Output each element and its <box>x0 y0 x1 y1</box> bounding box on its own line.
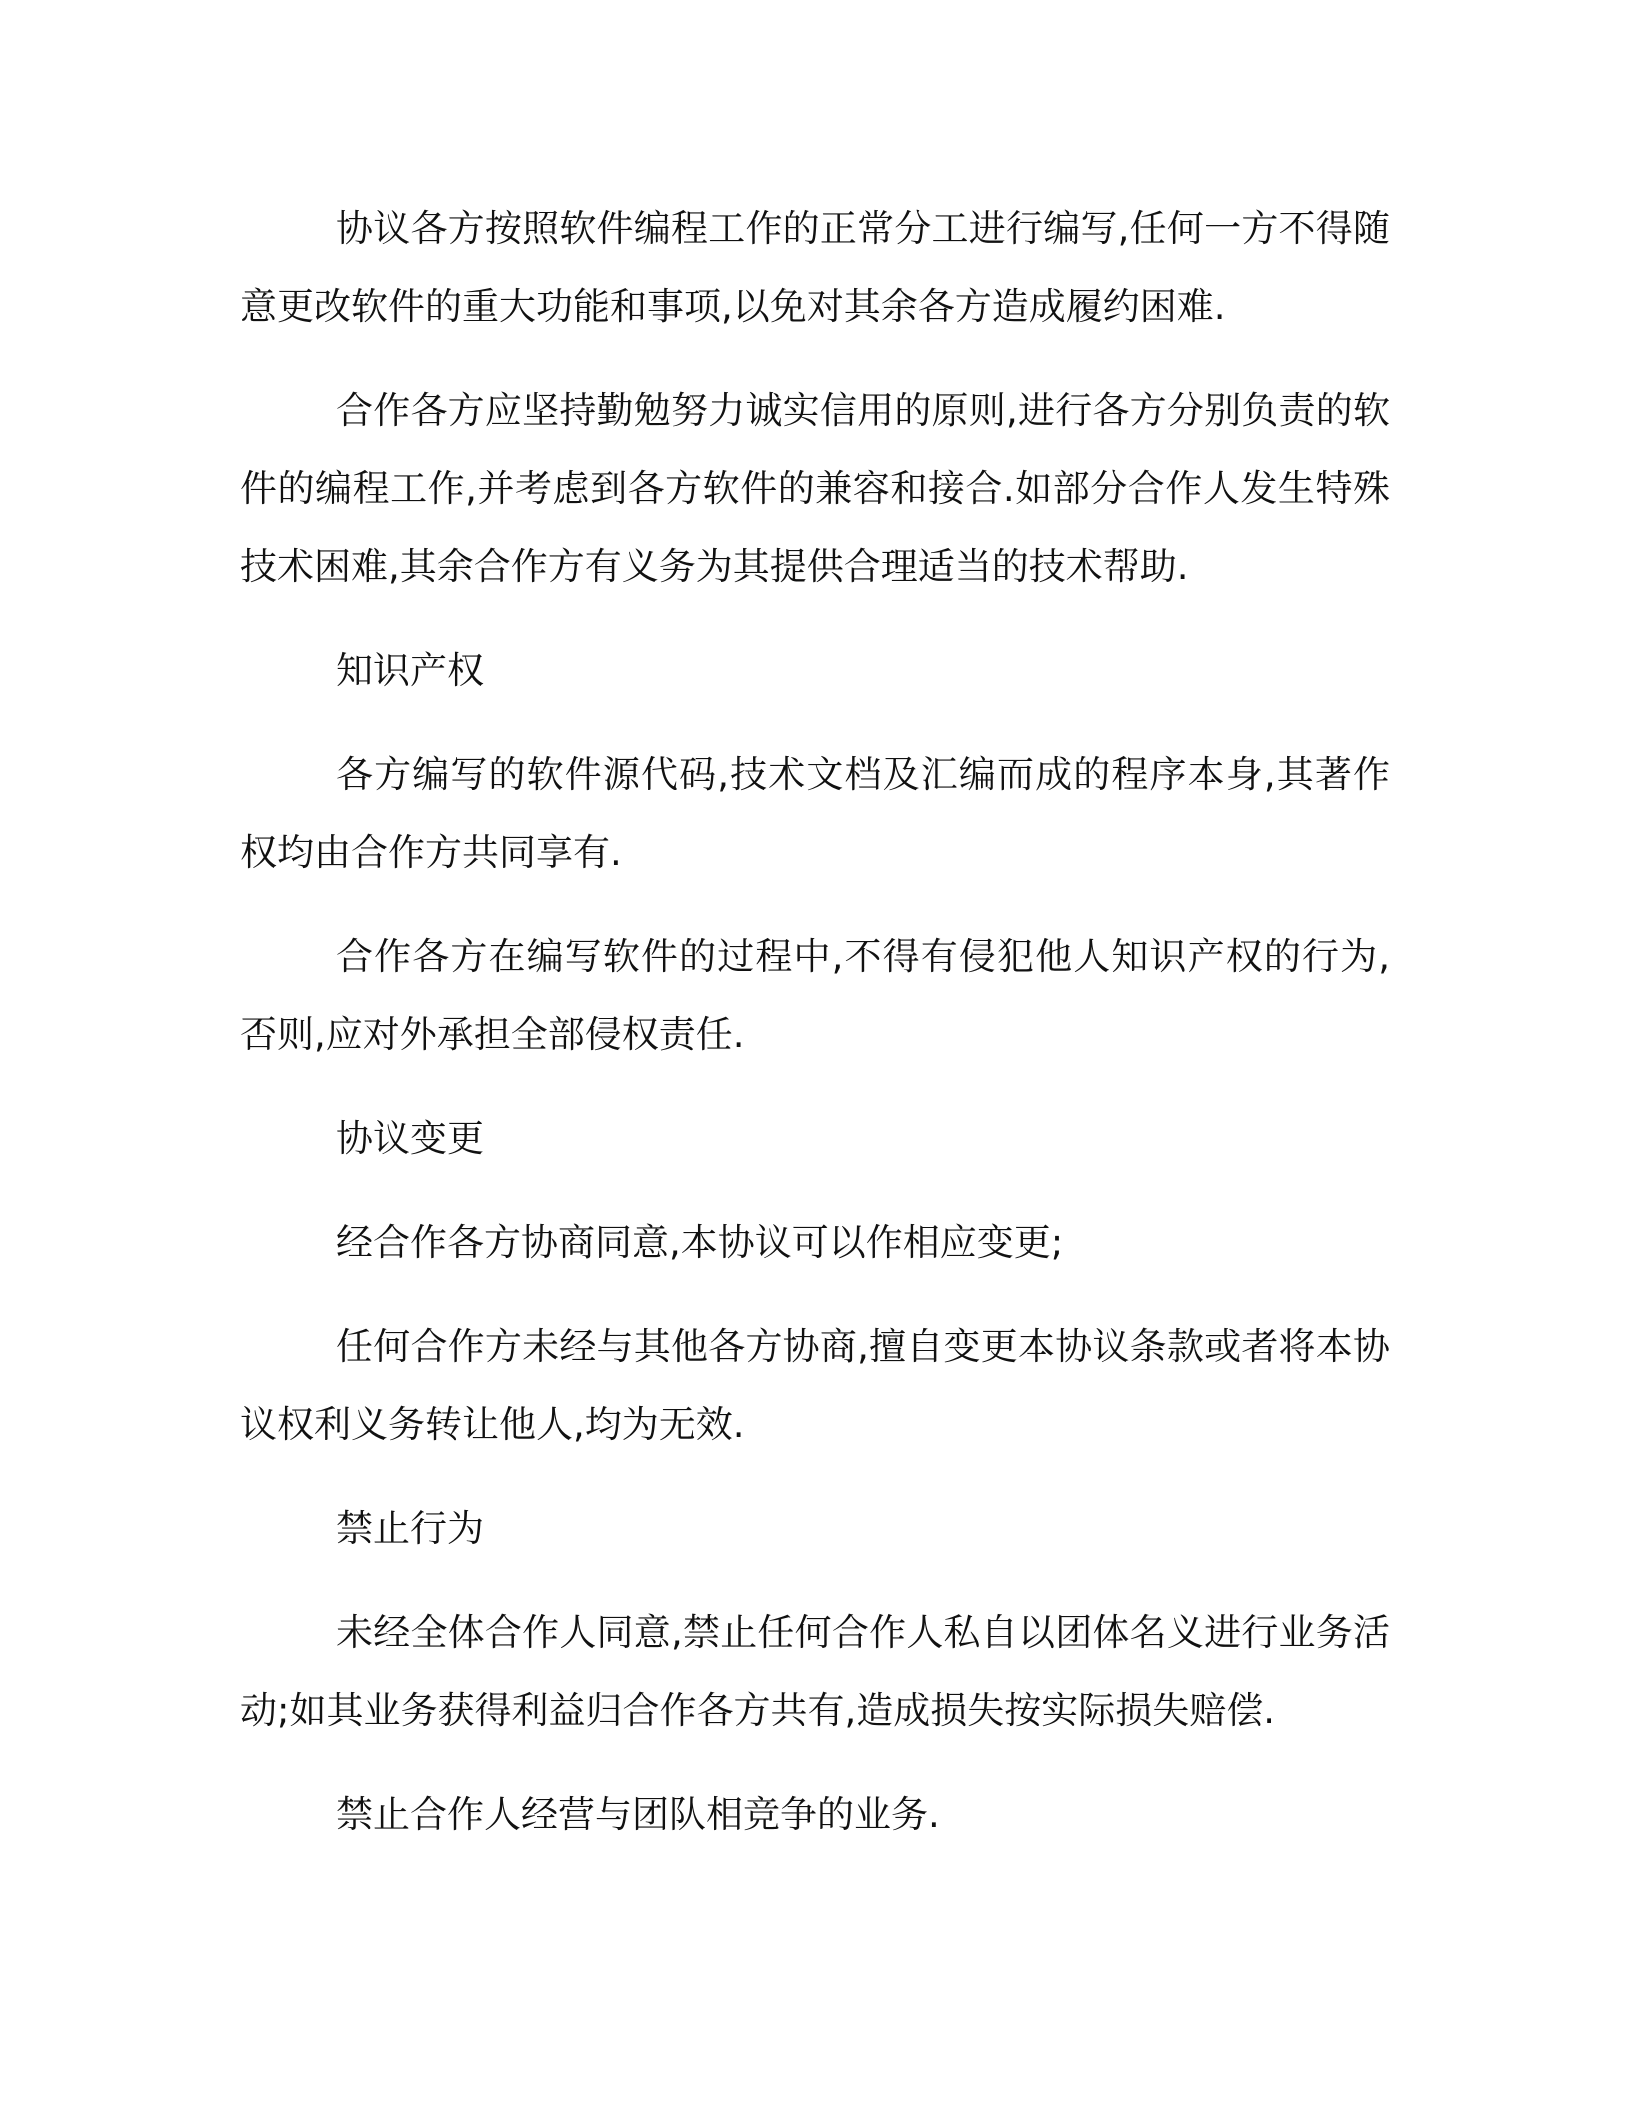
section-heading-amendment: 协议变更 <box>336 1117 484 1160</box>
paragraph-copyright-ownership: 各方编写的软件源代码,技术文档及汇编而成的程序本身,其著作权均由合作方共同享有. <box>240 753 1390 874</box>
paragraph-good-faith: 合作各方应坚持勤勉努力诚实信用的原则,进行各方分别负责的软件的编程工作,并考虑到各方软件的兼容和接合.如部分合作人发生特殊技术困难,其余合作方有义务为其提供合理适当的技术帮助. <box>240 389 1390 588</box>
paragraph-no-competition: 禁止合作人经营与团队相竞争的业务. <box>336 1793 940 1836</box>
paragraph-no-infringement: 合作各方在编写软件的过程中,不得有侵犯他人知识产权的行为,否则,应对外承担全部侵权责任. <box>240 935 1390 1056</box>
section-heading-ip: 知识产权 <box>336 649 484 692</box>
paragraph-division-of-work: 协议各方按照软件编程工作的正常分工进行编写,任何一方不得随意更改软件的重大功能和事项,以免对其余各方造成履约困难. <box>240 207 1390 328</box>
document-body <box>240 190 1390 1880</box>
paragraph-no-private-business: 未经全体合作人同意,禁止任何合作人私自以团体名义进行业务活动;如其业务获得利益归合作各方共有,造成损失按实际损失赔偿. <box>240 1611 1390 1732</box>
section-heading-prohibited: 禁止行为 <box>336 1507 484 1550</box>
paragraph-amendment-consent: 经合作各方协商同意,本协议可以作相应变更; <box>336 1221 1064 1264</box>
paragraph-unilateral-change-invalid: 任何合作方未经与其他各方协商,擅自变更本协议条款或者将本协议权利义务转让他人,均为无效. <box>240 1325 1390 1446</box>
